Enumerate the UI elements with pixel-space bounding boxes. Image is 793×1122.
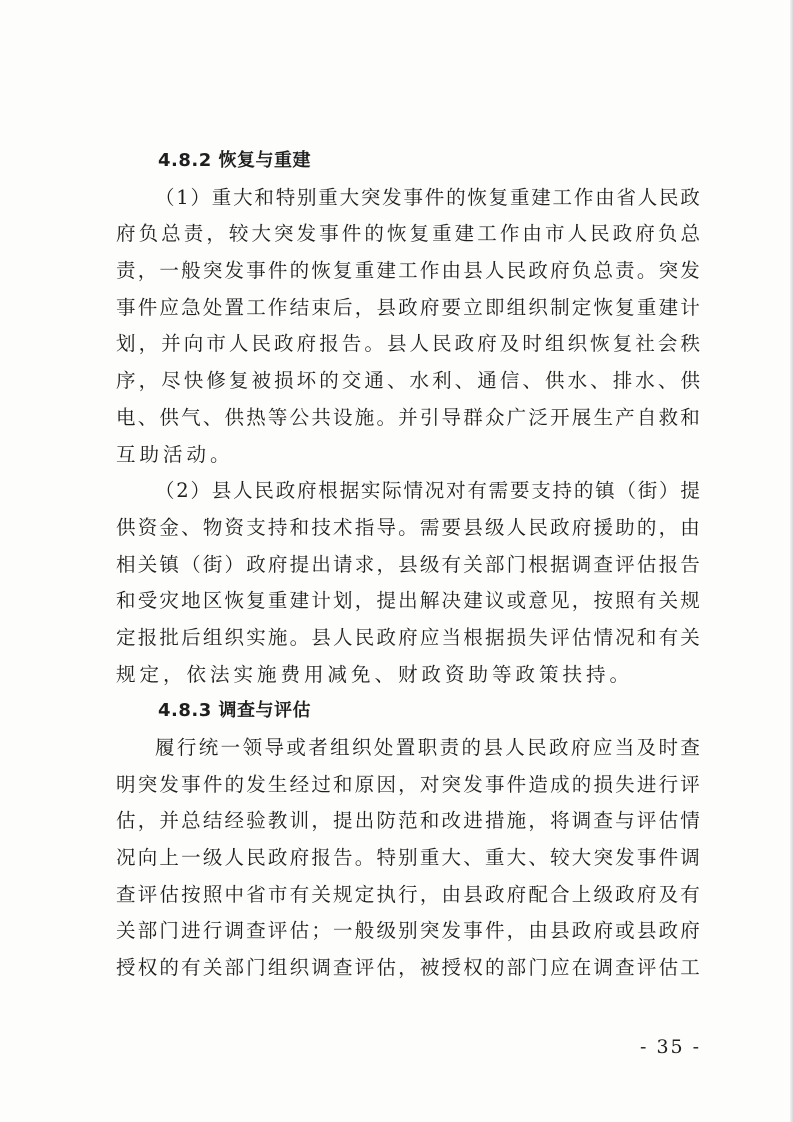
text-line: 定 报 批 后 组 织 实 施 。 县 人 民 政 府 应 当 根 据 损 失 评 估 情 况 和 有 关	[116, 625, 700, 649]
text-line: 互助活动。	[116, 442, 234, 466]
section-heading-4-8-3: 4.8.3 调查与评估	[158, 700, 312, 722]
text-line: 况 向 上 一 级 人 民 政 府 报 告 。 特 别 重 大 、 重 大 、 较 大 突 发 事 件 调	[116, 846, 700, 870]
section-heading-4-8-2: 4.8.2 恢复与重建	[158, 150, 312, 171]
paragraph-investigation	[116, 730, 700, 987]
text-line: （ 2 ） 县 人 民 政 府 根 据 实 际 情 况 对 有 需 要 支 持 的 镇 （ 街 ） 提	[155, 479, 700, 503]
text-line: 关 部 门 进 行 调 查 评 估 ； 一 般 级 别 突 发 事 件 ， 由 县 政 府 或 县 政 府	[116, 919, 700, 943]
text-line: 责 ， 一 般 突 发 事 件 的 恢 复 重 建 工 作 由 县 人 民 政 府 负 总 责 。 突 发	[116, 259, 700, 283]
text-line: 授 权 的 有 关 部 门 组 织 调 查 评 估 ， 被 授 权 的 部 门 应 在 调 查 评 估 工	[116, 956, 700, 980]
text-line: 供 资 金 、 物 资 支 持 和 技 术 指 导 。 需 要 县 级 人 民 政 府 援 助 的 ， 由	[116, 515, 700, 539]
text-line: 序 ， 尽 快 修 复 被 损 坏 的 交 通 、 水 利 、 通 信 、 供 水 、 排 水 、 供	[116, 369, 700, 393]
text-line: 规定，依法实施费用减免、财政资助等政策扶持。	[116, 662, 634, 686]
paragraph-recovery-1	[116, 180, 700, 474]
text-line: （ 1 ） 重 大 和 特 别 重 大 突 发 事 件 的 恢 复 重 建 工 作 由 省 人 民 政	[155, 185, 700, 209]
text-line: 府 负 总 责 ， 较 大 突 发 事 件 的 恢 复 重 建 工 作 由 市 人 民 政 府 负 总	[116, 222, 700, 246]
text-line: 相 关 镇 （ 街 ） 政 府 提 出 请 求 ， 县 级 有 关 部 门 根 据 调 查 评 估 报 告	[116, 552, 700, 576]
text-line: 和 受 灾 地 区 恢 复 重 建 计 划 ， 提 出 解 决 建 议 或 意 见 ， 按 照 有 关 规	[116, 589, 700, 613]
text-line: 明 突 发 事 件 的 发 生 经 过 和 原 因 ， 对 突 发 事 件 造 成 的 损 失 进 行 评	[116, 772, 700, 796]
text-line: 估 ， 并 总 结 经 验 教 训 ， 提 出 防 范 和 改 进 措 施 ， 将 调 查 与 评 估 情	[116, 809, 700, 833]
text-line: 查 评 估 按 照 中 省 市 有 关 规 定 执 行 ， 由 县 政 府 配 合 上 级 政 府 及 有	[116, 882, 700, 906]
document-body	[116, 143, 700, 987]
text-line: 划 ， 并 向 市 人 民 政 府 报 告 。 县 人 民 政 府 及 时 组 织 恢 复 社 会 秩	[116, 332, 700, 356]
text-line: 履 行 统 一 领 导 或 者 组 织 处 置 职 责 的 县 人 民 政 府 应 当 及 时 查	[155, 736, 700, 759]
page-number: - 35 -	[640, 1036, 702, 1058]
text-line: 电 、 供 气 、 供 热 等 公 共 设 施 。 并 引 导 群 众 广 泛 开 展 生 产 自 救 和	[116, 405, 700, 429]
paragraph-recovery-2	[116, 473, 700, 693]
text-line: 事 件 应 急 处 置 工 作 结 束 后 ， 县 政 府 要 立 即 组 织 制 定 恢 复 重 建 计	[116, 295, 700, 319]
